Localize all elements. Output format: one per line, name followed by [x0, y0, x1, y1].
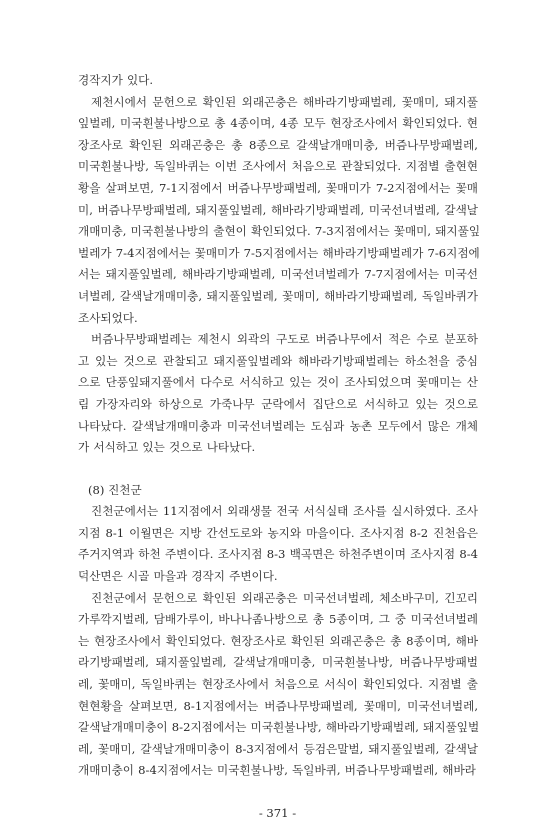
paragraph	[78, 70, 478, 92]
paragraph	[78, 329, 478, 459]
text-line: 레, 꽃매미, 독일바퀴는 현장조사에서 처음으로 서식이 확인되었다. 지점별 출	[78, 677, 478, 692]
text-line: 녀벌레, 갈색날개매미충, 돼지풀잎벌레, 꽃매미, 해바라기방패벌레, 독일바퀴가	[78, 288, 478, 303]
paragraph-group-jecheon	[78, 70, 481, 459]
text-line: 주거지역과 하천 주변이다. 조사지점 8-3 백곡면은 하천주변이며 조사지점 8-4	[78, 547, 478, 562]
paragraph	[78, 588, 478, 782]
text-line: 장조사로 확인된 외래곤충은 총 8종으로 갈색날개매미충, 버즘나무방패벌레,	[78, 137, 478, 152]
text-line: 라기방패벌레, 돼지풀잎벌레, 갈색날개매미충, 미국흰불나방, 버즘나무방패벌	[78, 655, 478, 670]
text-line: 현현황을 살펴보면, 8-1지점에서는 버즘나무방패벌레, 꽃매미, 미국선녀벌레,	[78, 698, 478, 713]
text-line: 미국흰불나방, 독일바퀴는 이번 조사에서 처음으로 관찰되었다. 지점별 출현현	[78, 159, 478, 174]
text-line: 조사되었다.	[78, 310, 138, 325]
text-line: 는 현장조사에서 확인되었다. 현장조사로 확인된 외래곤충은 총 8종이며, 해바	[78, 633, 478, 648]
text-line: 덕산면은 시골 마을과 경작지 주변이다.	[78, 569, 278, 584]
paragraph	[78, 501, 478, 587]
text-line: 경작지가 있다.	[78, 73, 154, 87]
text-line: 림 가장자리와 하상으로 가죽나무 군락에서 집단으로 서식하고 있는 것으로	[78, 396, 478, 411]
text-line: 가 서식하고 있는 것으로 나타났다.	[78, 440, 256, 455]
text-line: 진천군에서 문헌으로 확인된 외래곤충은 미국선녀벌레, 체소바구미, 긴꼬리	[91, 590, 478, 605]
paragraph	[78, 92, 481, 330]
text-line: 지점 8-1 이월면은 지방 간선도로와 농지와 마을이다. 조사지점 8-2 진천읍은	[78, 525, 478, 540]
text-line: 버즘나무방패벌레는 제천시 외곽의 구도로 버즘나무에서 적은 수로 분포하	[91, 332, 478, 347]
text-line: 갈색날개매미충이 8-2지점에서는 미국흰불나방, 해바라기방패벌레, 돼지풀잎벌	[78, 720, 480, 735]
text-line: 진천군에서는 11지점에서 외래생물 전국 서식실태 조사를 실시하였다. 조사	[91, 504, 478, 519]
text-line: 고 있는 것으로 관찰되고 돼지풀잎벌레와 해바라기방패벌레는 하소천을 중심	[78, 353, 478, 368]
text-line: 잎벌레, 미국흰불나방으로 총 4종이며, 4종 모두 현장조사에서 확인되었다. 현	[78, 116, 478, 131]
section-heading: (8) 진천군	[88, 482, 142, 497]
text-line: 미, 버즘나무방패벌레, 돼지풀잎벌레, 해바라기방패벌레, 미국선녀벌레, 갈색날	[78, 202, 478, 217]
text-line: 개매미충이 8-4지점에서는 미국흰불나방, 독일바퀴, 버즘나무방패벌레, 해바라	[78, 763, 476, 778]
section-gap	[78, 459, 478, 480]
page-number: - 371 -	[258, 806, 297, 820]
text-line: 벌레가 7-4지점에서는 꽃매미가 7-5지점에서는 해바라기방패벌레가 7-6지점에	[78, 245, 480, 260]
text-line: 서는 돼지풀잎벌레, 해바라기방패벌레, 미국선녀벌레가 7-7지점에서는 미국선	[78, 267, 478, 282]
document-body	[78, 70, 481, 782]
text-line: 제천시에서 문헌으로 확인된 외래곤충은 해바라기방패벌레, 꽃매미, 돼지풀	[91, 94, 478, 109]
text-line: 개매미충, 미국흰불나방의 출현이 확인되었다. 7-3지점에서는 꽃매미, 돼지풀잎	[78, 224, 481, 239]
text-line: 황을 살펴보면, 7-1지점에서 버즘나무방패벌레, 꽃매미가 7-2지점에서는 꽃매	[78, 180, 478, 195]
text-line: 가루깍지벌레, 담배가루이, 바나나좀나방으로 총 5종이며, 그 중 미국선녀벌레	[78, 612, 478, 627]
text-line: 으로 단풍잎돼지풀에서 다수로 서식하고 있는 것이 조사되었으며 꽃매미는 산	[78, 375, 478, 390]
paragraph-group-jincheon	[78, 501, 478, 782]
text-line: 레, 꽃매미, 갈색날개매미충이 8-3지점에서 등검은말벌, 돼지풀잎벌레, 갈색날	[78, 741, 478, 756]
text-line: 나타났다. 갈색날개매미충과 미국선녀벌레는 도심과 농촌 모두에서 많은 개체	[78, 418, 478, 433]
